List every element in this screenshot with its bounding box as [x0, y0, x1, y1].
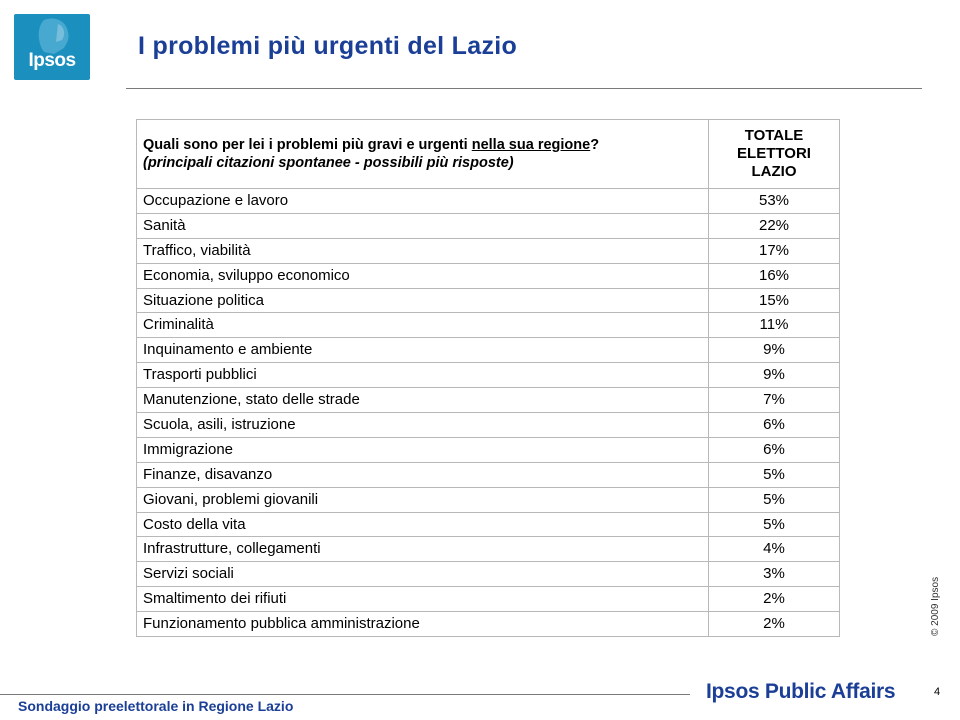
footer-survey-title: Sondaggio preelettorale in Regione Lazio	[18, 698, 294, 714]
row-label: Infrastrutture, collegamenti	[137, 537, 709, 562]
title-divider	[126, 88, 922, 89]
row-label: Traffico, viabilità	[137, 238, 709, 263]
row-value: 9%	[709, 363, 840, 388]
survey-table	[136, 119, 840, 637]
table-row	[137, 413, 840, 438]
table-row	[137, 562, 840, 587]
row-value: 11%	[709, 313, 840, 338]
table-row	[137, 363, 840, 388]
question-cell	[137, 120, 709, 189]
table-row	[137, 338, 840, 363]
logo-text: Ipsos	[28, 50, 76, 71]
row-label: Costo della vita	[137, 512, 709, 537]
table-row	[137, 587, 840, 612]
row-label: Giovani, problemi giovanili	[137, 487, 709, 512]
table-row	[137, 437, 840, 462]
row-value: 16%	[709, 263, 840, 288]
row-label: Finanze, disavanzo	[137, 462, 709, 487]
row-label: Manutenzione, stato delle strade	[137, 388, 709, 413]
row-value: 5%	[709, 512, 840, 537]
question-subtitle: (principali citazioni spontanee - possibili più risposte)	[143, 155, 514, 171]
row-value: 4%	[709, 537, 840, 562]
row-value: 17%	[709, 238, 840, 263]
row-value: 2%	[709, 587, 840, 612]
question-text: Quali sono per lei i problemi più gravi e urgenti nella sua regione?	[143, 137, 600, 153]
table-row	[137, 487, 840, 512]
row-label: Immigrazione	[137, 437, 709, 462]
row-value: 3%	[709, 562, 840, 587]
row-value: 2%	[709, 612, 840, 637]
table-header-row	[137, 120, 840, 189]
row-label: Occupazione e lavoro	[137, 189, 709, 214]
row-value: 15%	[709, 288, 840, 313]
row-value: 7%	[709, 388, 840, 413]
row-label: Situazione politica	[137, 288, 709, 313]
row-value: 6%	[709, 437, 840, 462]
page-number: 4	[934, 686, 941, 698]
footer-divider	[0, 694, 690, 695]
row-value: 5%	[709, 487, 840, 512]
table-row	[137, 263, 840, 288]
row-value: 6%	[709, 413, 840, 438]
footer-brand: Ipsos Public Affairs	[706, 680, 896, 703]
row-label: Funzionamento pubblica amministrazione	[137, 612, 709, 637]
table-row	[137, 213, 840, 238]
copyright-notice: © 2009 Ipsos	[930, 576, 941, 636]
row-label: Sanità	[137, 213, 709, 238]
ipsos-logo	[14, 14, 90, 80]
table-row	[137, 537, 840, 562]
row-label: Servizi sociali	[137, 562, 709, 587]
table-row	[137, 238, 840, 263]
table-row	[137, 313, 840, 338]
row-label: Scuola, asili, istruzione	[137, 413, 709, 438]
row-value: 9%	[709, 338, 840, 363]
row-value: 53%	[709, 189, 840, 214]
table-row	[137, 189, 840, 214]
table-row	[137, 288, 840, 313]
row-label: Inquinamento e ambiente	[137, 338, 709, 363]
row-value: 5%	[709, 462, 840, 487]
table-row	[137, 512, 840, 537]
row-label: Criminalità	[137, 313, 709, 338]
row-label: Smaltimento dei rifiuti	[137, 587, 709, 612]
table-row	[137, 462, 840, 487]
table-row	[137, 612, 840, 637]
column-header-totale-elettori-lazio: TOTALE ELETTORI LAZIO	[709, 120, 840, 189]
row-value: 22%	[709, 213, 840, 238]
page-title: I problemi più urgenti del Lazio	[138, 32, 518, 60]
row-label: Economia, sviluppo economico	[137, 263, 709, 288]
row-label: Trasporti pubblici	[137, 363, 709, 388]
table-row	[137, 388, 840, 413]
